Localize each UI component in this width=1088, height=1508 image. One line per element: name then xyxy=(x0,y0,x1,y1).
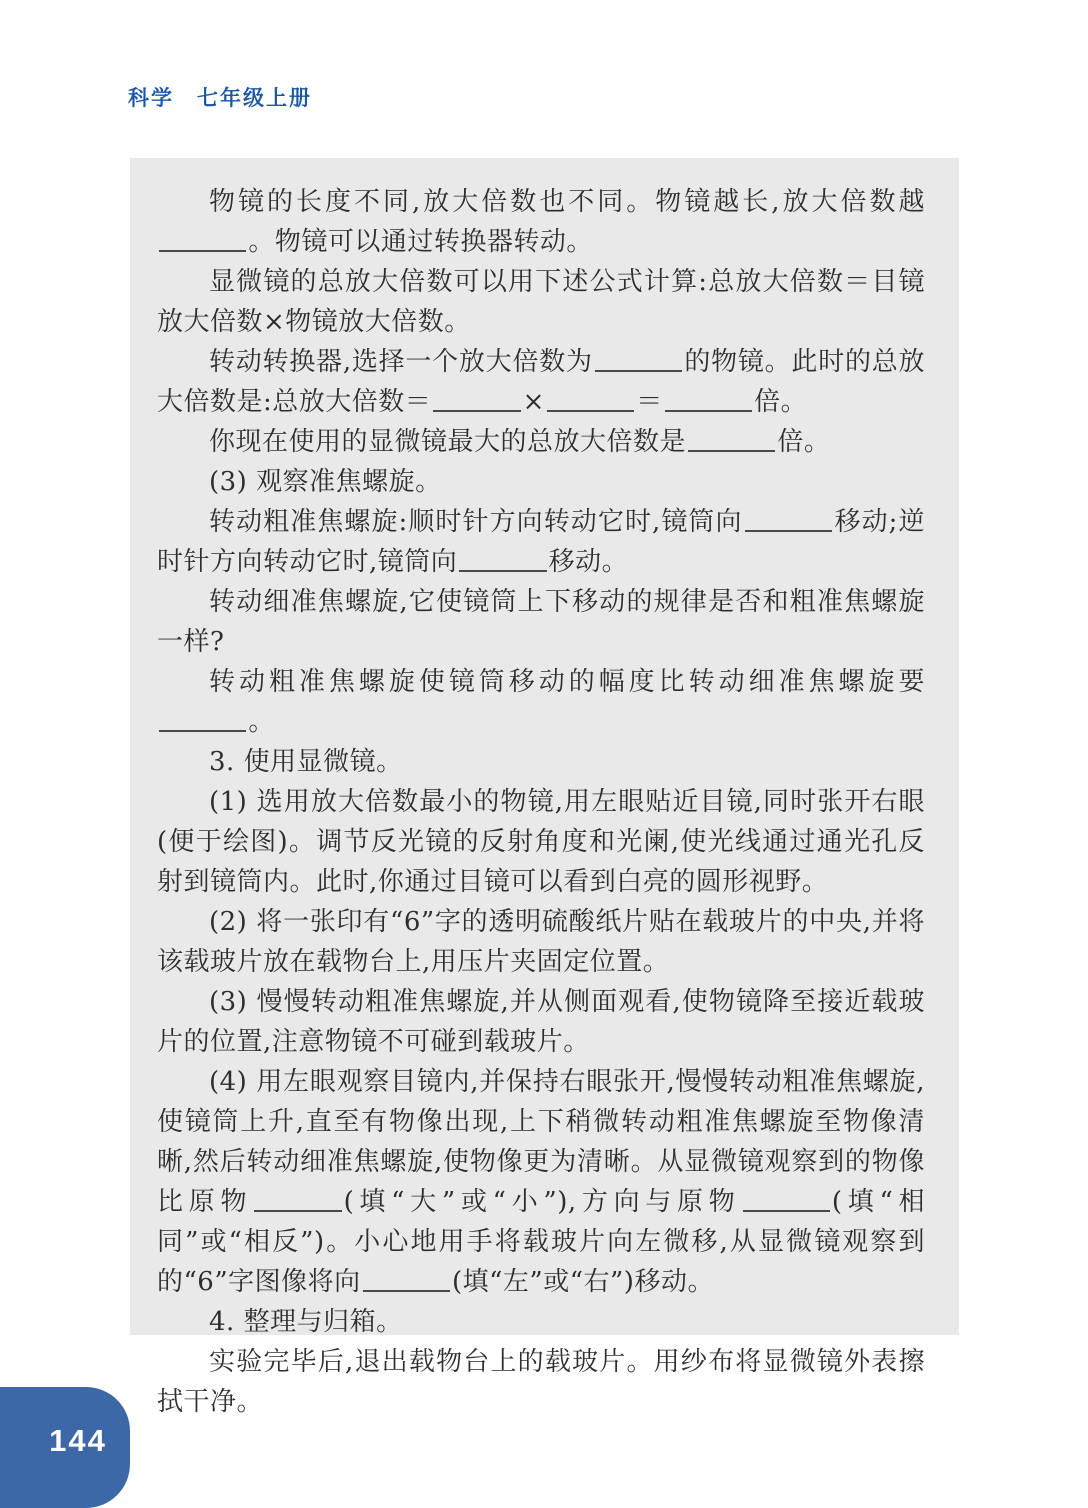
fill-in-blank xyxy=(595,345,682,372)
paragraph: 物镜的长度不同,放大倍数也不同。物镜越长,放大倍数越。物镜可以通过转换器转动。 xyxy=(157,182,925,262)
fill-in-blank xyxy=(159,225,246,252)
fill-in-blank xyxy=(688,425,775,452)
fill-in-blank xyxy=(363,1265,450,1292)
fill-in-blank xyxy=(665,385,752,412)
paragraph: 显微镜的总放大倍数可以用下述公式计算:总放大倍数＝目镜放大倍数×物镜放大倍数。 xyxy=(157,267,925,337)
fill-in-blank xyxy=(745,505,832,532)
page-number: 144 xyxy=(49,1422,107,1458)
paragraph: 实验完毕后,退出载物台上的载玻片。用纱布将显微镜外表擦拭干净。 xyxy=(157,1347,925,1417)
content-panel xyxy=(130,158,959,1417)
fill-in-blank xyxy=(547,385,634,412)
paragraph: (3) 观察准焦螺旋。 xyxy=(209,467,442,497)
paragraph: 你现在使用的显微镜最大的总放大倍数是 倍。 xyxy=(209,427,831,457)
paragraph: (3) 慢慢转动粗准焦螺旋,并从侧面观看,使物镜降至接近载玻片的位置,注意物镜不可碰到载玻片。 xyxy=(157,987,925,1057)
fill-in-blank xyxy=(254,1185,341,1212)
fill-in-blank xyxy=(159,705,246,732)
paragraph: (4) 用左眼观察目镜内,并保持右眼张开,慢慢转动粗准焦螺旋,使镜筒上升,直至有物像出现,上下稍微转动粗准焦螺旋至物像清晰,然后转动细准焦螺旋,使物像更为清晰。从显微镜观察到的物像比原物 (填“大”或“小”),方向与原物 (填“相同”或“相反”)。小心地用手将载玻片向左微移,从显微镜观察到的“6”字图像将向 (填“左”或“右”)移动。 xyxy=(157,1067,925,1297)
paragraph: 转动粗准焦螺旋使镜筒移动的幅度比转动细准焦螺旋要。 xyxy=(157,662,925,742)
fill-in-blank xyxy=(459,545,546,572)
paragraph: 转动粗准焦螺旋:顺时针方向转动它时,镜筒向 移动;逆时针方向转动它时,镜筒向 移动。 xyxy=(157,507,925,577)
paragraph: 4. 整理与归箱。 xyxy=(209,1307,403,1337)
paragraph: (1) 选用放大倍数最小的物镜,用左眼贴近目镜,同时张开右眼(便于绘图)。调节反光镜的反射角度和光阑,使光线通过通光孔反射到镜筒内。此时,你通过目镜可以看到白亮的圆形视野。 xyxy=(157,787,925,897)
fill-in-blank xyxy=(433,385,520,412)
paragraph: 转动细准焦螺旋,它使镜筒上下移动的规律是否和粗准焦螺旋一样? xyxy=(157,587,925,657)
paragraph: 转动转换器,选择一个放大倍数为 的物镜。此时的总放大倍数是:总放大倍数＝ × ＝ 倍。 xyxy=(157,347,925,417)
paragraph: 3. 使用显微镜。 xyxy=(209,747,403,777)
book-title-header: 科学 七年级上册 xyxy=(128,87,312,110)
page-number-badge xyxy=(0,1387,130,1508)
paragraph: (2) 将一张印有“6”字的透明硫酸纸片贴在载玻片的中央,并将该载玻片放在载物台上,用压片夹固定位置。 xyxy=(157,907,925,977)
fill-in-blank xyxy=(743,1185,830,1212)
